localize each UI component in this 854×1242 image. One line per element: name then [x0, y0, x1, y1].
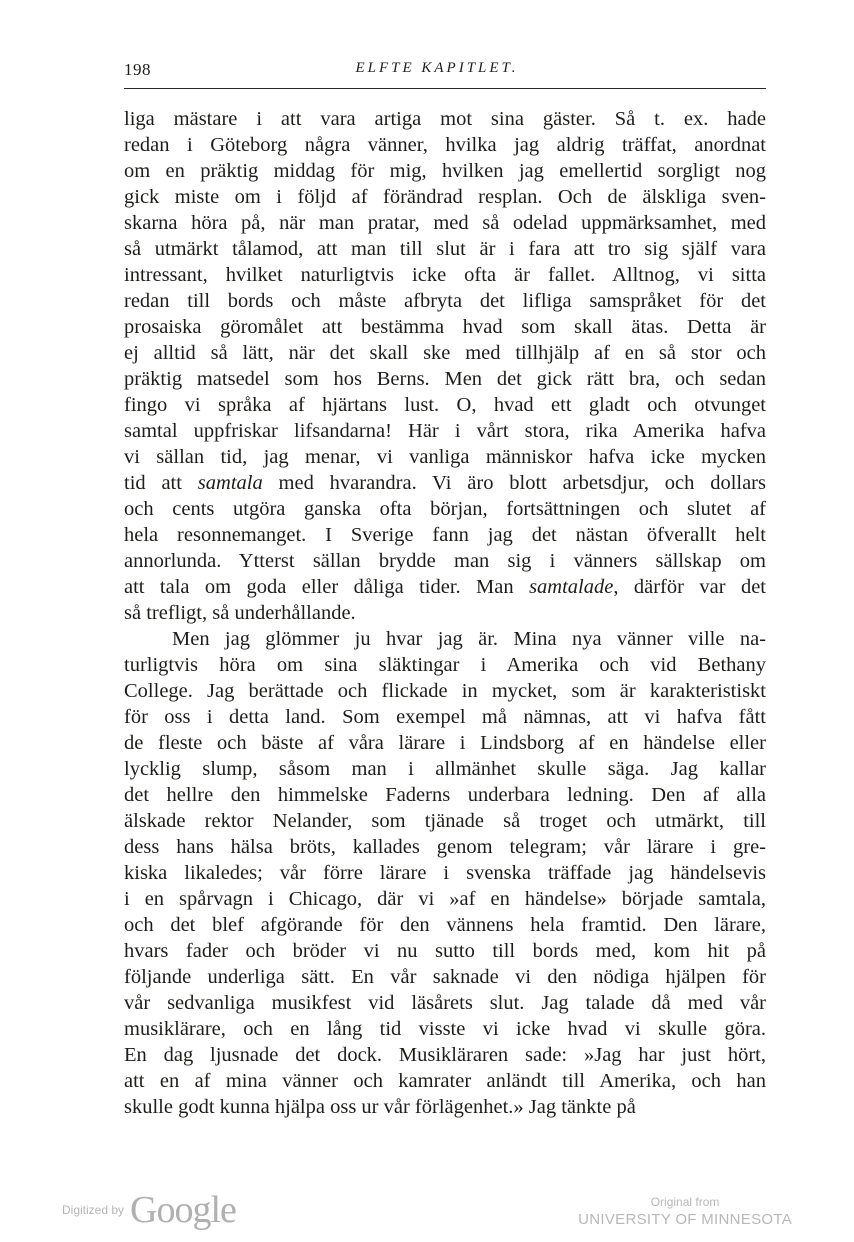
text-line: annorlunda. Ytterst sällan brydde man sig i vänners sällskap om	[124, 550, 766, 572]
text-line: dess hans hälsa bröts, kallades genom telegram; vår lärare i gre-	[124, 836, 766, 858]
text-fragment: tid att	[124, 472, 198, 494]
text-line: präktig matsedel som hos Berns. Men det gick rätt bra, och sedan	[124, 368, 766, 390]
header-rule	[124, 88, 766, 89]
text-line: de fleste och bäste af våra lärare i Lindsborg af en händelse eller	[124, 732, 766, 754]
text-line: älskade rektor Nelander, som tjänade så troget och utmärkt, till	[124, 810, 766, 832]
text-line: så trefligt, så underhållande.	[124, 602, 356, 624]
text-line: redan till bords och måste afbryta det lifliga samspråket för det	[124, 290, 766, 312]
text-line: för oss i detta land. Som exempel må nämnas, att vi hafva fått	[124, 706, 766, 728]
text-line: musiklärare, och en lång tid visste vi icke hvad vi skulle göra.	[124, 1018, 766, 1040]
text-line: vi sällan tid, jag menar, vi vanliga människor hafva icke mycken	[124, 446, 766, 468]
text-fragment: med hvarandra. Vi äro blott arbetsdjur, och dollars	[262, 472, 766, 494]
text-line: skulle godt kunna hjälpa oss ur vår förlägenhet.» Jag tänkte på	[124, 1096, 636, 1118]
text-line: liga mästare i att vara artiga mot sina gäster. Så t. ex. hade	[124, 108, 766, 130]
text-line: hela resonnemanget. I Sverige fann jag det nästan öfverallt helt	[124, 524, 766, 546]
digitized-by-label: Digitized by	[62, 1203, 125, 1217]
text-line: det hellre den himmelske Faderns underbara ledning. Den af alla	[124, 784, 766, 806]
text-line: följande underliga sätt. En vår saknade vi den nödiga hjälpen för	[124, 966, 766, 988]
text-line: samtal uppfriskar lifsandarna! Här i vårt stora, rika Amerika hafva	[124, 420, 766, 442]
original-from-watermark	[578, 1195, 792, 1228]
emphasized-word: samtalade	[529, 576, 614, 598]
text-line: gick miste om i följd af förändrad resplan. Och de älskliga sven-	[124, 186, 766, 208]
original-from-label: Original from	[650, 1195, 720, 1209]
text-line: lycklig slump, såsom man i allmänhet skulle säga. Jag kallar	[124, 758, 766, 780]
text-line: kiska likaledes; vår förre lärare i svenska träffade jag händelsevis	[124, 862, 766, 884]
text-line: intressant, hvilket naturligtvis icke ofta är fallet. Alltnog, vi sitta	[124, 264, 766, 286]
text-line: En dag ljusnade det dock. Musikläraren sade: »Jag har just hört,	[124, 1044, 766, 1066]
text-line: och cents utgöra ganska ofta början, fortsättningen och slutet af	[124, 498, 766, 520]
text-line: i en spårvagn i Chicago, där vi »af en händelse» började samtala,	[124, 888, 766, 910]
text-line	[124, 470, 766, 496]
text-line: så utmärkt tålamod, att man till slut är i fara att tro sig själf vara	[124, 238, 766, 260]
text-line: om en präktig middag för mig, hvilken jag emellertid sorgligt nog	[124, 160, 766, 182]
page-number: 198	[124, 60, 151, 79]
body-text	[124, 106, 766, 1120]
text-fragment: , därför var det	[613, 576, 766, 598]
text-line: och det blef afgörande för den vännens hela framtid. Den lärare,	[124, 914, 766, 936]
text-line: turligtvis höra om sina släktingar i Amerika och vid Bethany	[124, 654, 766, 676]
text-line: vår sedvanliga musikfest vid läsårets slut. Jag talade då med vår	[124, 992, 766, 1014]
text-line: ej alltid så lätt, när det skall ske med tillhjälp af en så stor och	[124, 342, 766, 364]
text-line: skarna höra på, när man pratar, med så odelad uppmärksamhet, med	[124, 212, 766, 234]
university-label: UNIVERSITY OF MINNESOTA	[578, 1211, 792, 1228]
running-head: ELFTE KAPITLET.	[355, 60, 519, 76]
text-line: prosaiska göromålet att bestämma hvad som skall ätas. Detta är	[124, 316, 766, 338]
text-line	[124, 574, 766, 600]
emphasized-word: samtala	[197, 472, 263, 494]
text-line: College. Jag berättade och flickade in mycket, som är karakteristiskt	[124, 680, 766, 702]
text-line: Men jag glömmer ju hvar jag är. Mina nya vänner ville na-	[172, 628, 766, 650]
text-line: hvars fader och bröder vi nu sutto till bords med, kom hit på	[124, 940, 766, 962]
text-fragment: att tala om goda eller dåliga tider. Man	[124, 576, 530, 598]
text-line: fingo vi språka af hjärtans lust. O, hvad ett gladt och otvunget	[124, 394, 766, 416]
text-line: redan i Göteborg några vänner, hvilka jag aldrig träffat, anordnat	[124, 134, 766, 156]
google-logo: Google	[130, 1189, 236, 1231]
digitized-by-watermark	[62, 1188, 236, 1232]
text-line: att en af mina vänner och kamrater anländt till Amerika, och han	[124, 1070, 766, 1092]
